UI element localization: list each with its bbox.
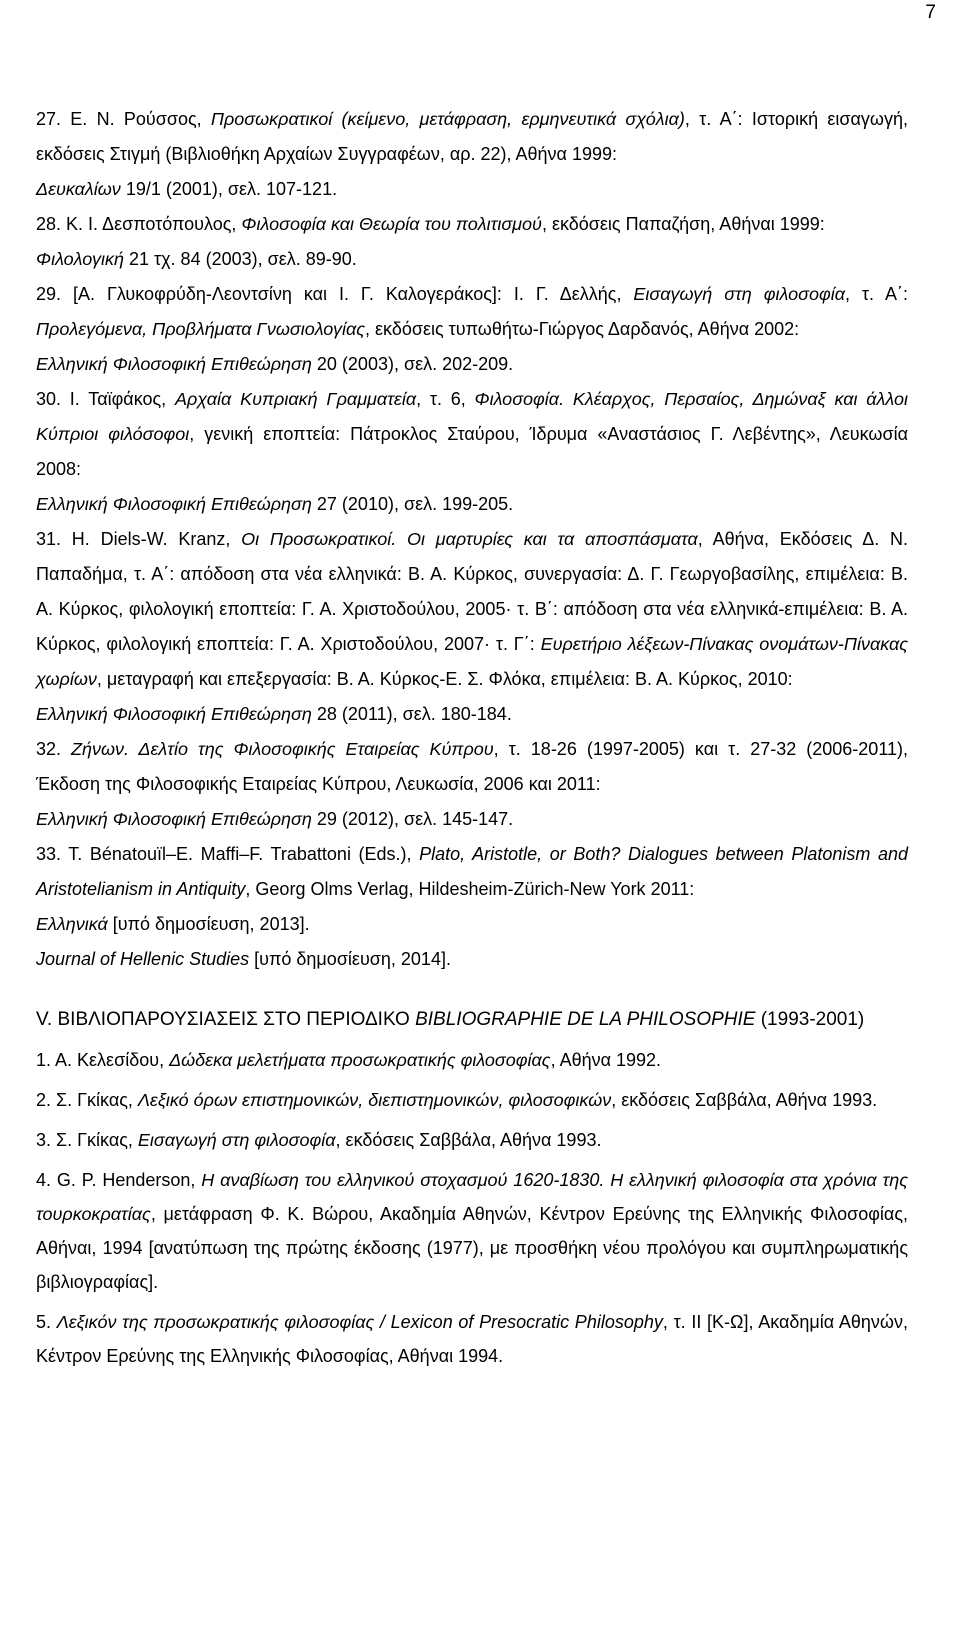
journal-name: Ελληνική Φιλοσοφική Επιθεώρηση [36,704,312,724]
review-title: Η αναβίωση του ελληνικού στοχασμού 1620-1830. Η ελληνική φιλοσοφία στα χρόνια της τουρκοκρατίας [36,1170,909,1224]
entry-subtitle: Φιλοσοφία. Κλέαρχος, Περσαίος, Δημώναξ και άλλοι Κύπριοι φιλόσοφοι [36,389,909,444]
page-number: 7 [925,2,936,23]
entry-30 [36,382,908,522]
journal-ref-2: [υπό δημοσίευση, 2014]. [249,949,451,969]
review-3 [36,1123,908,1157]
entry-33 [36,837,908,977]
review-5 [36,1305,908,1373]
entry-rest: , μεταγραφή και επεξεργασία: Β. Α. Κύρκος-Ε. Σ. Φλόκα, επιμέλεια: Β. Α. Κύρκος, 2010: [96,669,793,689]
document-body [36,102,908,1373]
entry-32 [36,732,908,837]
journal-name: Ελληνικά [36,914,108,934]
entry-subtitle: Προλεγόμενα, Προβλήματα Γνωσιολογίας [36,319,366,339]
entry-28 [36,207,908,277]
review-lead: 4. G. P. Henderson, [36,1170,202,1190]
entry-rest: , τ. 18-26 (1997-2005) και τ. 27-32 (2006-2011), Έκδοση της Φιλοσοφικής Εταιρείας Κύπρου, Λευκωσία, 2006 και 2011: [36,739,908,794]
review-1 [36,1043,908,1077]
entry-lead: 27. Ε. Ν. Ρούσσος, [36,109,211,129]
entry-lead: 33. T. Bénatouïl–E. Maffi–F. Trabattoni (Eds.), [36,844,420,864]
review-lead: 5. [36,1312,57,1332]
entry-29 [36,277,908,382]
entry-rest: , Georg Olms Verlag, Hildesheim-Zürich-New York 2011: [245,879,695,899]
entry-31 [36,522,908,732]
entry-title: Εισαγωγή στη φιλοσοφία [633,284,845,304]
review-rest: , εκδόσεις Σαββάλα, Αθήνα 1993. [611,1090,878,1110]
journal-ref: 20 (2003), σελ. 202-209. [311,354,514,374]
journal-ref: 27 (2010), σελ. 199-205. [311,494,514,514]
entry-27 [36,102,908,207]
review-title: Δώδεκα μελετήματα προσωκρατικής φιλοσοφίας [169,1050,551,1070]
section-title: BIBLIOGRAPHIE DE LA PHILOSOPHIE [415,1009,756,1030]
review-2 [36,1083,908,1117]
review-rest: , εκδόσεις Σαββάλα, Αθήνα 1993. [335,1130,602,1150]
review-lead: 2. Σ. Γκίκας, [36,1090,138,1110]
review-rest: , μετάφραση Φ. Κ. Βώρου, Ακαδημία Αθηνών, Κέντρον Ερεύνης της Ελληνικής Φιλοσοφίας, Αθήναι, 1994 [ανατύπωση της πρώτης έκδοσης (1977), με προσθήκη νέου προλόγου και συμπληρωματικής βιβλιογραφίας]. [36,1204,908,1292]
entry-mid: , τ. 6, [416,389,475,409]
entry-title: Ζήνων. Δελτίο της Φιλοσοφικής Εταιρείας Κύπρου [71,739,494,759]
journal-ref: [υπό δημοσίευση, 2013]. [107,914,310,934]
entry-lead: 31. H. Diels-W. Kranz, [36,529,242,549]
journal-name-2: Journal of Hellenic Studies [36,949,250,969]
entry-subtitle: Ευρετήριο λέξεων-Πίνακας ονομάτων-Πίνακας χωρίων [36,634,909,689]
entry-title: Προσωκρατικοί (κείμενο, μετάφραση, ερμηνευτικά σχόλια) [210,109,685,129]
entry-mid: , Αθήνα, Εκδόσεις Δ. Ν. Παπαδήμα, τ. Α΄: απόδοση στα νέα ελληνικά: Β. Α. Κύρκος, συνεργασία: Δ. Γ. Γεωργοβασίλης, επιμέλεια: Β. Α. Κύρκος, φιλολογική εποπτεία: Γ. Α. Χριστοδούλου, 2005· τ. Β΄: απόδοση στα νέα ελληνικά-επιμέλεια: Β. Α. Κύρκος, φιλολογική εποπτεία: Γ. Α. Χριστοδούλου, 2007· τ. Γ΄: [36,529,908,654]
entry-mid: , τ. Α΄: [844,284,909,304]
journal-name: Ελληνική Φιλοσοφική Επιθεώρηση [36,494,312,514]
entry-title: Plato, Aristotle, or Both? Dialogues between Platonism and Aristotelianism in Antiquity [36,844,908,899]
journal-ref: 29 (2012), σελ. 145-147. [311,809,514,829]
entry-lead: 30. Ι. Ταϊφάκος, [36,389,175,409]
entry-title: Αρχαία Κυπριακή Γραμματεία [174,389,417,409]
review-lead: 1. Α. Κελεσίδου, [36,1050,170,1070]
section-heading [36,1001,908,1039]
journal-name: Δευκαλίων [36,179,121,199]
entry-lead: 32. [36,739,72,759]
review-4 [36,1163,908,1299]
entry-rest: , εκδόσεις τυπωθήτω-Γιώργος Δαρδανός, Αθήνα 2002: [365,319,800,339]
entry-title: Οι Προσωκρατικοί. Οι μαρτυρίες και τα αποσπάσματα [241,529,698,549]
entry-rest: , γενική εποπτεία: Πάτροκλος Σταύρου, Ίδρυμα «Αναστάσιος Γ. Λεβέντης», Λευκωσία 2008: [36,424,908,479]
review-rest: , Αθήνα 1992. [550,1050,662,1070]
journal-ref: 28 (2011), σελ. 180-184. [311,704,512,724]
review-title: Λεξικόν της προσωκρατικής φιλοσοφίας / Lexicon of Presocratic Philosophy [56,1312,663,1332]
review-title: Εισαγωγή στη φιλοσοφία [137,1130,336,1150]
entry-lead: 29. [Α. Γλυκοφρύδη-Λεοντσίνη και Ι. Γ. Καλογεράκος]: Ι. Γ. Δελλής, [36,284,634,304]
entry-title: Φιλοσοφία και Θεωρία του πολιτισμού [241,214,542,234]
journal-name: Φιλολογική [36,249,124,269]
entry-rest: , τ. Α΄: Ιστορική εισαγωγή, εκδόσεις Στιγμή (Βιβλιοθήκη Αρχαίων Συγγραφέων, αρ. 22), Αθήνα 1999: [36,109,908,164]
review-rest: , τ. ΙΙ [Κ-Ω], Ακαδημία Αθηνών, Κέντρον Ερεύνης της Ελληνικής Φιλοσοφίας, Αθήναι 1994. [36,1312,908,1366]
entry-rest: , εκδόσεις Παπαζήση, Αθήναι 1999: [541,214,825,234]
entry-lead: 28. Κ. Ι. Δεσποτόπουλος, [36,214,242,234]
section-rest: (1993-2001) [755,1009,865,1030]
journal-name: Ελληνική Φιλοσοφική Επιθεώρηση [36,354,312,374]
review-title: Λεξικό όρων επιστημονικών, διεπιστημονικών, φιλοσοφικών [137,1090,612,1110]
journal-name: Ελληνική Φιλοσοφική Επιθεώρηση [36,809,312,829]
section-lead: V. ΒΙΒΛΙΟΠΑΡΟΥΣΙΑΣΕΙΣ ΣΤΟ ΠΕΡΙΟΔΙΚΟ [36,1009,416,1030]
journal-ref: 21 τχ. 84 (2003), σελ. 89-90. [123,249,357,269]
journal-ref: 19/1 (2001), σελ. 107-121. [120,179,338,199]
review-lead: 3. Σ. Γκίκας, [36,1130,138,1150]
